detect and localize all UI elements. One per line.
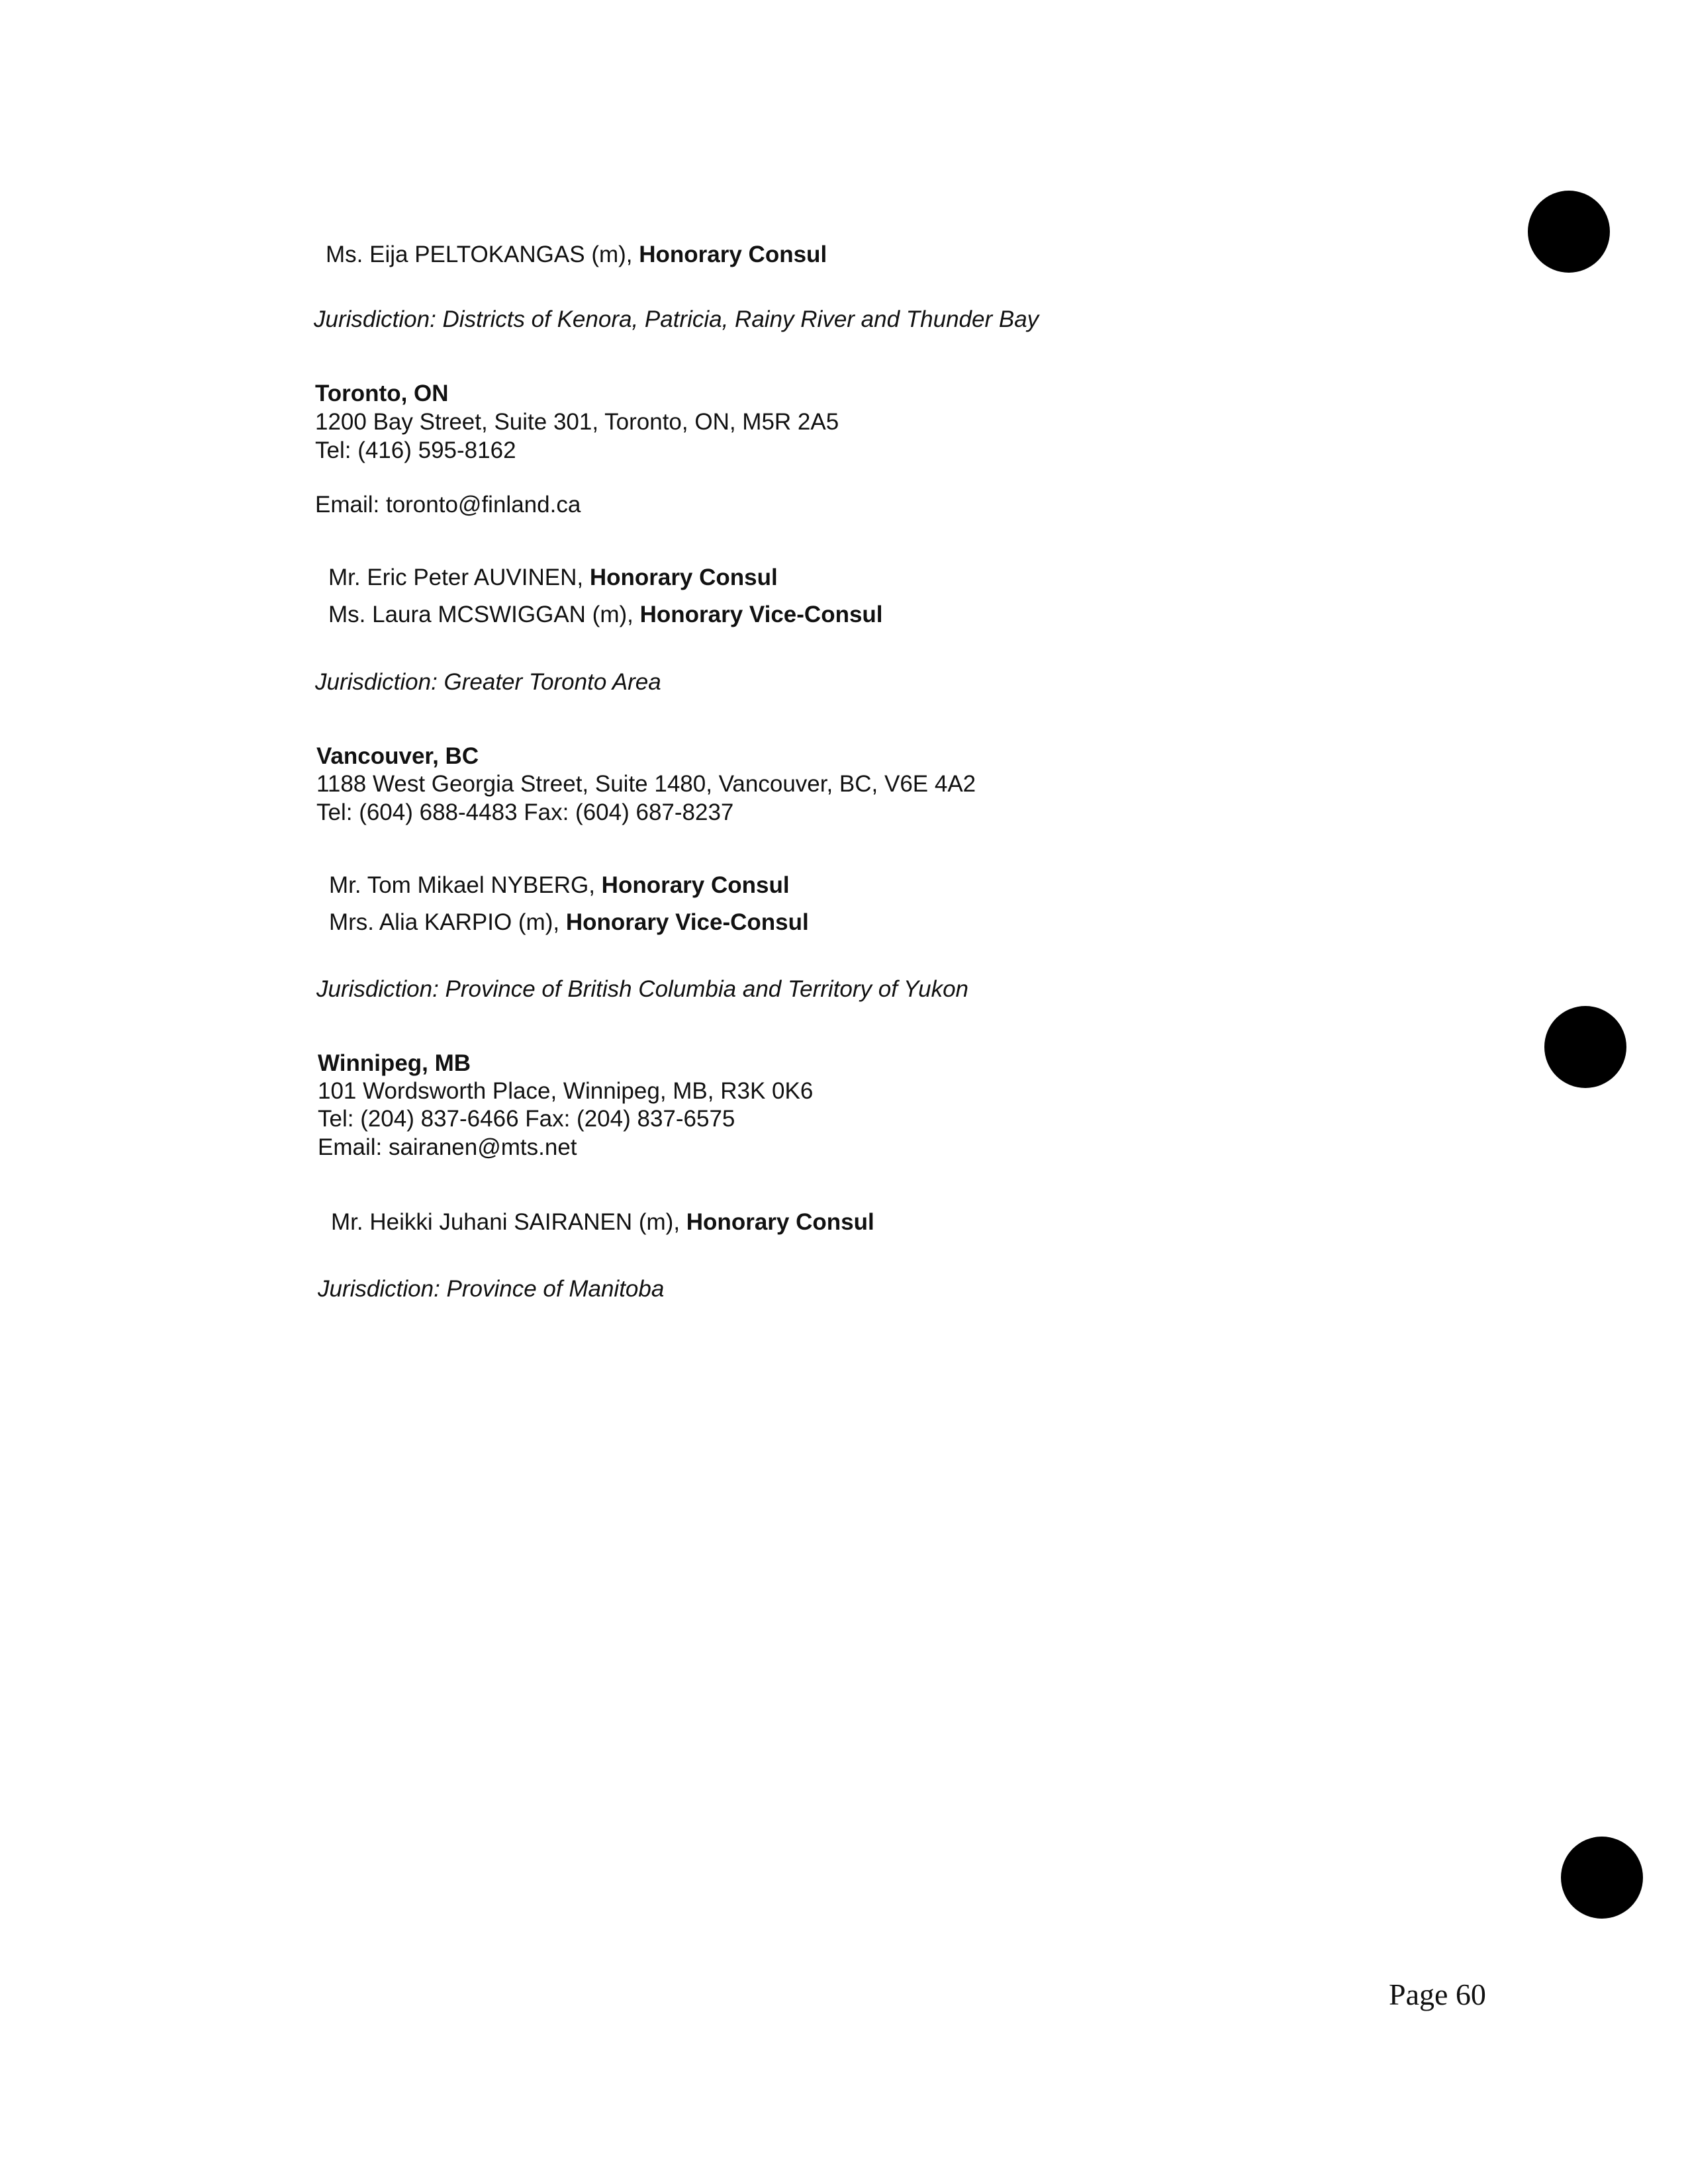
consul-line-karpio bbox=[329, 909, 809, 936]
jurisdiction-label: Jurisdiction: bbox=[318, 1276, 440, 1302]
consul-line-sairanen bbox=[331, 1208, 874, 1236]
email-winnipeg: Email: sairanen@mts.net bbox=[318, 1134, 577, 1160]
consul-line-mcswiggan bbox=[328, 601, 883, 629]
jurisdiction-text: Province of British Columbia and Territory of Yukon bbox=[438, 976, 968, 1002]
jurisdiction-text: Districts of Kenora, Patricia, Rainy River and Thunder Bay bbox=[436, 306, 1039, 332]
email-toronto: Email: toronto@finland.ca bbox=[315, 492, 581, 518]
consul-title: Honorary Consul bbox=[589, 565, 778, 590]
jurisdiction-label: Jurisdiction: bbox=[316, 976, 439, 1002]
consul-line-auvinen bbox=[328, 564, 778, 592]
consul-name: Mr. Heikki Juhani SAIRANEN (m), bbox=[331, 1209, 686, 1235]
city-heading-toronto: Toronto, ON bbox=[315, 381, 449, 406]
consul-name: Ms. Eija PELTOKANGAS (m), bbox=[326, 242, 639, 267]
tel-fax-vancouver: Tel: (604) 688-4483 Fax: (604) 687-8237 bbox=[316, 799, 734, 825]
consul-name: Mr. Eric Peter AUVINEN, bbox=[328, 565, 590, 590]
consul-name: Ms. Laura MCSWIGGAN (m), bbox=[328, 602, 640, 627]
consul-title: Honorary Vice-Consul bbox=[639, 602, 883, 627]
jurisdiction-label: Jurisdiction: bbox=[315, 669, 438, 695]
page-number: Page 60 bbox=[1389, 1978, 1486, 2011]
consul-name: Mrs. Alia KARPIO (m), bbox=[329, 909, 566, 935]
tel-toronto: Tel: (416) 595-8162 bbox=[315, 437, 516, 463]
punch-hole-middle bbox=[1544, 1006, 1626, 1088]
consul-line-nyberg bbox=[329, 872, 790, 899]
consul-name: Mr. Tom Mikael NYBERG, bbox=[329, 872, 602, 898]
tel-fax-winnipeg: Tel: (204) 837-6466 Fax: (204) 837-6575 bbox=[318, 1106, 735, 1132]
consul-title: Honorary Consul bbox=[686, 1209, 874, 1235]
consul-title: Honorary Consul bbox=[639, 242, 827, 267]
jurisdiction-text: Greater Toronto Area bbox=[437, 669, 661, 695]
address-toronto: 1200 Bay Street, Suite 301, Toronto, ON, M5R 2A5 bbox=[315, 409, 839, 435]
city-heading-winnipeg: Winnipeg, MB bbox=[318, 1050, 471, 1076]
jurisdiction-text: Province of Manitoba bbox=[440, 1276, 665, 1302]
consul-title: Honorary Vice-Consul bbox=[565, 909, 809, 935]
consul-title: Honorary Consul bbox=[601, 872, 790, 898]
consul-line-peltokangas bbox=[326, 241, 827, 269]
jurisdiction-label: Jurisdiction: bbox=[314, 306, 436, 332]
jurisdiction-line-vancouver bbox=[316, 976, 968, 1003]
jurisdiction-line-thunder-bay bbox=[314, 306, 1039, 334]
jurisdiction-line-winnipeg bbox=[318, 1275, 664, 1303]
address-vancouver: 1188 West Georgia Street, Suite 1480, Vancouver, BC, V6E 4A2 bbox=[316, 771, 976, 797]
jurisdiction-line-toronto bbox=[315, 668, 661, 696]
city-heading-vancouver: Vancouver, BC bbox=[316, 743, 479, 769]
punch-hole-bottom bbox=[1561, 1837, 1643, 1919]
address-winnipeg: 101 Wordsworth Place, Winnipeg, MB, R3K 0K6 bbox=[318, 1078, 814, 1104]
punch-hole-top bbox=[1528, 191, 1610, 273]
